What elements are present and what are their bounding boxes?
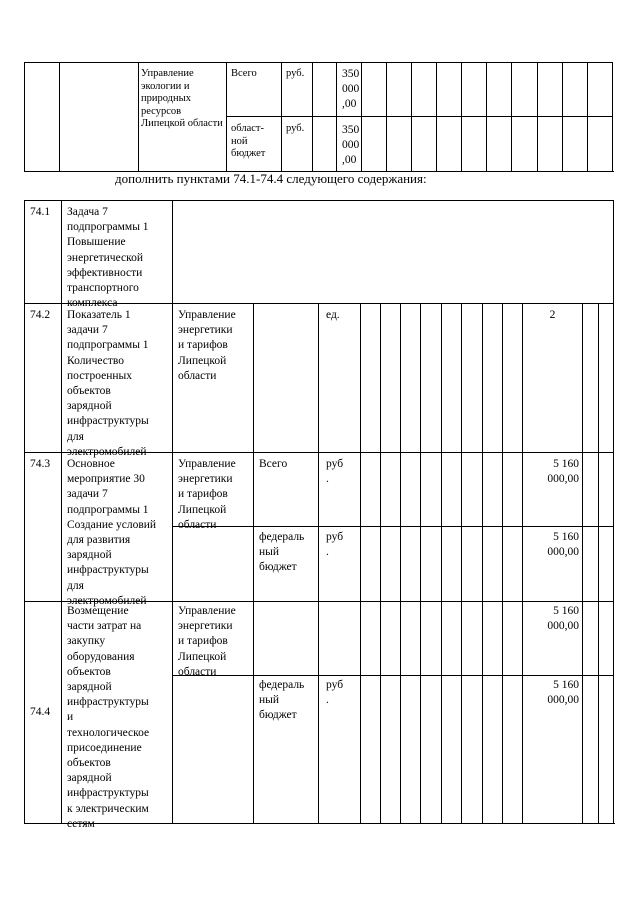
source-cell: [253, 601, 318, 675]
source-cell: [253, 675, 318, 823]
row-merged-cell: [172, 200, 614, 303]
intro-text: дополнить пунктами 74.1-74.4 следующего содержания:: [115, 171, 427, 186]
source: федераль ный бюджет: [259, 679, 305, 722]
value-cell: [522, 601, 582, 675]
row-number: 74.3: [30, 458, 51, 470]
unit: руб .: [326, 679, 344, 707]
row-number: 74.2: [30, 309, 51, 321]
value-cell: [522, 675, 582, 823]
row-number-cell: [24, 200, 61, 303]
source-cell: [253, 526, 318, 601]
top-table-unit: руб.: [286, 123, 305, 134]
unit-cell: [318, 675, 360, 823]
unit: руб .: [326, 458, 344, 486]
top-table-value: 350 000 ,00: [342, 68, 360, 111]
row-name-cell: [61, 200, 172, 310]
org-cell: [172, 452, 253, 531]
org-cell: [172, 601, 253, 678]
org-cell: [172, 303, 253, 452]
row-name-cell: [61, 452, 172, 607]
unit-cell: [318, 452, 360, 526]
value: 5 160 000,00: [547, 605, 579, 633]
unit-cell: [318, 601, 360, 675]
row-name: Основное мероприятие 30 задачи 7 подпрограммы 1 Создание условий для развития зарядной инфраструктуры для электромобилей: [67, 458, 157, 607]
row-name-cell: [61, 303, 172, 458]
row-number-cell: [24, 452, 61, 601]
top-table-unit-cell: [281, 62, 312, 116]
top-table-cell: [24, 62, 59, 171]
org-cell: [172, 675, 253, 823]
main-table-bottom-border: [24, 823, 615, 824]
top-table-value-cell: [336, 62, 361, 116]
top-table-org-cell: [138, 62, 226, 171]
unit-cell: [318, 303, 360, 452]
row-name: Показатель 1 задачи 7 подпрограммы 1 Количество построенных объектов зарядной инфраструктуры для электромобилей: [67, 309, 149, 458]
unit: ед.: [326, 309, 340, 321]
row-name-cell: [61, 601, 172, 830]
row-number-cell: [24, 601, 61, 823]
row-number: 74.1: [30, 206, 51, 218]
source-cell: [253, 452, 318, 526]
row-number-cell: [24, 303, 61, 452]
source: Всего: [259, 458, 288, 470]
top-table-source-cell: [226, 116, 281, 171]
org-name: Управление энергетики и тарифов Липецкой области: [178, 458, 236, 531]
unit-cell: [318, 526, 360, 601]
org-name: Управление энергетики и тарифов Липецкой области: [178, 605, 236, 678]
top-table-source: Всего: [231, 68, 257, 79]
row-name: Задача 7 подпрограммы 1 Повышение энергетической эффективности транспортного комплекса: [67, 206, 149, 310]
value-cell: [522, 452, 582, 526]
org-cell: [172, 526, 253, 601]
top-table-cell: [59, 62, 138, 171]
unit: руб .: [326, 531, 344, 559]
value-cell: [522, 303, 582, 452]
top-table-unit-cell: [281, 116, 312, 171]
value: 2: [549, 309, 556, 321]
top-table-value-cell: [336, 116, 361, 171]
value: 5 160 000,00: [547, 679, 579, 707]
top-table-cell: [312, 62, 336, 116]
org-name: Управление энергетики и тарифов Липецкой области: [178, 309, 236, 382]
top-table-source: област- ной бюджет: [231, 123, 266, 159]
row-name: Возмещение части затрат на закупку оборудования объектов зарядной инфраструктуры и технологическое присоединение объектов зарядной инфраструктуры к электрическим сетям: [67, 605, 150, 830]
row-number: 74.4: [30, 706, 51, 718]
top-table-source-cell: [226, 62, 281, 116]
source: федераль ный бюджет: [259, 531, 305, 574]
source-cell: [253, 303, 318, 452]
value-cell: [522, 526, 582, 601]
value: 5 160 000,00: [547, 531, 579, 559]
top-table-value: 350 000 ,00: [342, 124, 360, 167]
top-table-org: Управление экологии и природных ресурсов Липецкой области: [141, 68, 223, 129]
value: 5 160 000,00: [547, 458, 579, 486]
top-table-unit: руб.: [286, 68, 305, 79]
